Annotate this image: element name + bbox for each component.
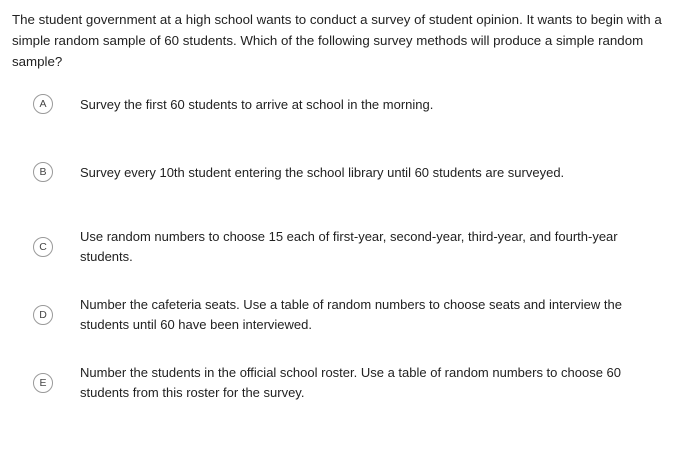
- choice-text-b[interactable]: Survey every 10th student entering the school library until 60 students are surveyed.: [80, 165, 565, 180]
- choice-letter-b[interactable]: B: [33, 162, 53, 182]
- choice-text-a[interactable]: Survey the first 60 students to arrive at school in the morning.: [80, 97, 434, 112]
- answer-choice-d[interactable]: [8, 294, 668, 342]
- choice-text-d[interactable]: Number the cafeteria seats. Use a table of random numbers to choose seats and interview the students until 60 have been interviewed.: [80, 297, 622, 332]
- choice-letter-c[interactable]: C: [33, 237, 53, 257]
- choice-letter-e[interactable]: E: [33, 373, 53, 393]
- choice-text-c[interactable]: Use random numbers to choose 15 each of first-year, second-year, third-year, and fourth-year students.: [80, 229, 618, 264]
- choice-letter-a[interactable]: A: [33, 94, 53, 114]
- choice-letter-d[interactable]: D: [33, 305, 53, 325]
- answer-choice-list: [8, 94, 668, 410]
- choice-text-e[interactable]: Number the students in the official school roster. Use a table of random numbers to choose 60 students from this roster for the survey.: [80, 365, 622, 400]
- answer-choice-b[interactable]: [8, 162, 668, 210]
- answer-choice-a[interactable]: [8, 94, 668, 142]
- answer-choice-e[interactable]: [8, 362, 668, 410]
- question-stem: The student government at a high school wants to conduct a survey of student opinion. It wants to begin with a simple random sample of 60 students. Which of the following survey methods will produce a simple random sample?: [12, 12, 662, 69]
- answer-choice-c[interactable]: [8, 226, 668, 274]
